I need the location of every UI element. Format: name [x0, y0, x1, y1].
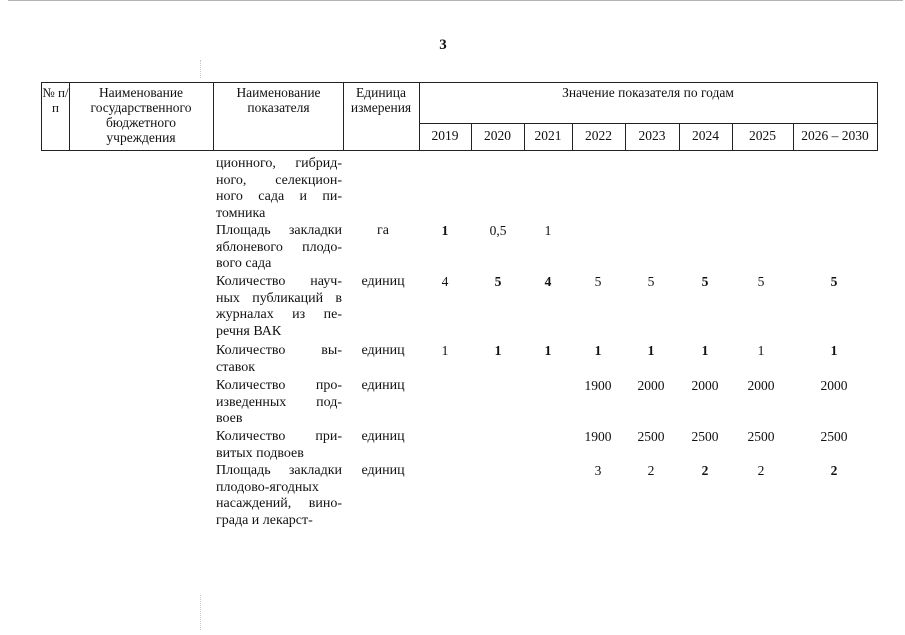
year-2023: 2023: [638, 128, 666, 143]
value-cell: 1900: [584, 378, 612, 393]
name-line: яблоневого плодо-: [216, 239, 342, 255]
value-cell: 2000: [820, 378, 848, 393]
value-cell: 2: [830, 463, 838, 478]
unit-cell: единиц: [361, 274, 405, 289]
indicator-name: [216, 429, 342, 462]
value-cell: 2000: [637, 378, 665, 393]
value-cell: 1: [701, 343, 709, 358]
value-cell: 2500: [747, 429, 775, 444]
indicator-name: [216, 156, 342, 222]
name-line: Площадь закладки: [216, 463, 342, 478]
value-cell: 4: [441, 274, 449, 289]
header-institution: Наименование государственного бюджетного учреждения: [90, 85, 192, 145]
value-cell: 1: [647, 343, 655, 358]
value-cell: 2500: [691, 429, 719, 444]
value-cell: 5: [757, 274, 765, 289]
unit-cell: единиц: [361, 343, 405, 358]
scan-artifact: [200, 595, 201, 630]
value-cell: 4: [544, 274, 552, 289]
year-2024: 2024: [692, 128, 719, 143]
value-cell: 5: [594, 274, 602, 289]
value-cell: 2: [701, 463, 709, 478]
year-2019: 2019: [431, 128, 459, 143]
name-line: Количество вы-: [216, 343, 342, 358]
name-line: града и лекарст-: [216, 512, 313, 528]
name-line: насаждений, вино-: [216, 496, 342, 511]
name-line: Количество науч-: [216, 274, 342, 289]
unit-cell: единиц: [361, 463, 405, 478]
column-divider: [69, 83, 70, 150]
name-line: витых подвоев: [216, 445, 304, 461]
value-cell: 2: [647, 463, 655, 478]
name-line: Количество при-: [216, 429, 342, 444]
value-cell: 2500: [820, 429, 848, 444]
year-2020: 2020: [484, 128, 511, 143]
name-line: ставок: [216, 359, 256, 375]
column-divider: [213, 83, 214, 150]
value-cell: 0,5: [489, 223, 507, 238]
table-header: [41, 82, 878, 151]
indicator-name: [216, 343, 342, 376]
year-2021: 2021: [534, 128, 562, 143]
scan-artifact: [200, 60, 201, 78]
indicator-name: [216, 274, 342, 340]
year-2025: 2025: [749, 128, 776, 143]
header-number: № п/п: [42, 85, 69, 115]
value-cell: 3: [594, 463, 602, 478]
name-line: ного сада и пи-: [216, 189, 342, 204]
header-values: Значение показателя по годам: [562, 85, 734, 100]
name-line: плодово-ягодных: [216, 479, 319, 495]
value-cell: 5: [647, 274, 655, 289]
value-cell: 2500: [637, 429, 665, 444]
value-cell: 1900: [584, 429, 612, 444]
year-2026-2030: 2026 – 2030: [801, 128, 869, 143]
value-cell: 1: [757, 343, 765, 358]
row-divider: [419, 123, 877, 124]
value-cell: 2000: [747, 378, 775, 393]
indicator-name: [216, 378, 342, 428]
name-line: журналах из пе-: [216, 307, 342, 322]
year-2022: 2022: [585, 128, 612, 143]
value-cell: 1: [494, 343, 502, 358]
value-cell: 1: [830, 343, 838, 358]
value-cell: 5: [830, 274, 838, 289]
value-cell: 1: [594, 343, 602, 358]
name-line: речня ВАК: [216, 323, 282, 339]
value-cell: 1: [441, 223, 449, 238]
page-top-edge: [8, 0, 903, 1]
name-line: Количество про-: [216, 378, 342, 393]
name-line: томника: [216, 205, 266, 221]
name-line: Площадь закладки: [216, 223, 342, 238]
name-line: вого сада: [216, 256, 272, 271]
value-cell: 5: [494, 274, 502, 289]
name-line: ционного, гибрид-: [216, 156, 342, 171]
value-cell: 5: [701, 274, 709, 289]
name-line: воев: [216, 411, 243, 426]
unit-cell: га: [377, 223, 389, 238]
value-cell: 1: [544, 343, 552, 358]
page-number: 3: [439, 37, 447, 53]
indicator-name: [216, 223, 342, 273]
value-cell: 2000: [691, 378, 719, 393]
value-cell: 1: [441, 343, 449, 358]
header-unit: Единица измерения: [350, 85, 412, 115]
unit-cell: единиц: [361, 378, 405, 393]
value-cell: 2: [757, 463, 765, 478]
name-line: изведенных под-: [216, 394, 342, 410]
header-indicator: Наименование показателя: [236, 85, 321, 115]
indicator-name: [216, 463, 342, 529]
value-cell: 1: [544, 223, 552, 238]
name-line: ного, селекцион-: [216, 172, 342, 188]
unit-cell: единиц: [361, 429, 405, 444]
name-line: ных публикаций в: [216, 290, 342, 306]
